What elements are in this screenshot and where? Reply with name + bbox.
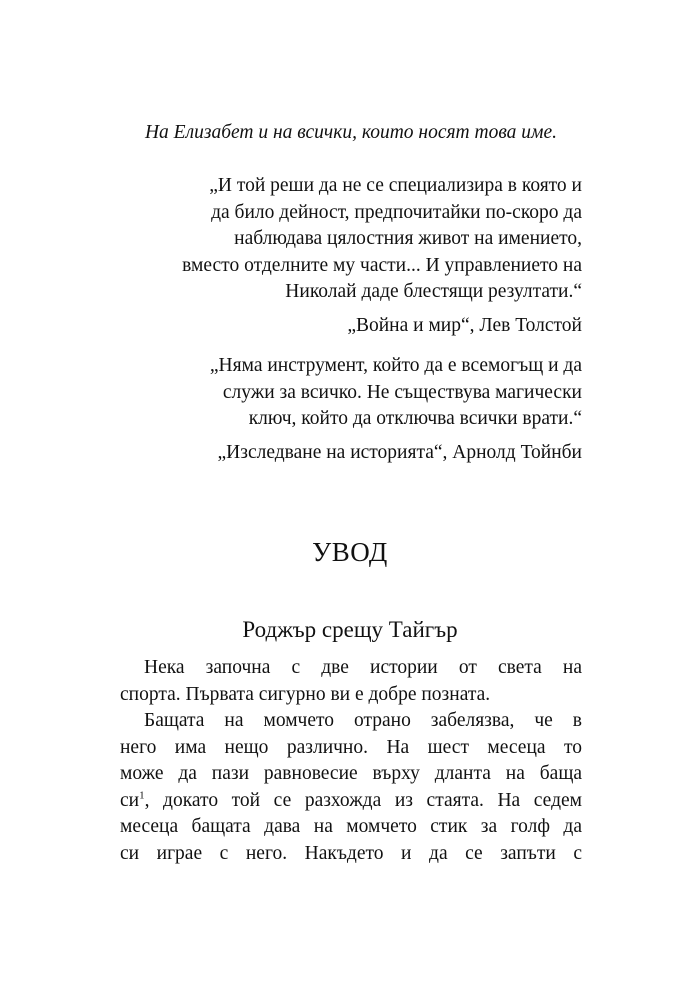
body-line: Бащата на момчето отрано забелязва, че в — [144, 710, 582, 731]
dedication: На Елизабет и на всички, които носят това име. — [144, 122, 558, 143]
body-line: спорта. Първата сигурно ви е добре позната. — [120, 683, 491, 705]
epigraph-line: наблюдава цялостния живот на имението, — [234, 228, 582, 249]
section-title: Роджър срещу Тайгър — [242, 617, 458, 642]
body-line: него има нещо различно. На шест месеца то — [120, 736, 582, 758]
epigraph-source: „Изследване на историята“, Арнолд Тойнби — [217, 442, 582, 463]
epigraph-line: служи за всичко. Не съществува магически — [222, 381, 582, 403]
epigraph-line: „И той реши да не се специализира в която и — [209, 175, 582, 196]
epigraph-line: вместо отделните му части... И управлението на — [182, 254, 582, 276]
epigraph-line: ключ, който да отключва всички врати.“ — [248, 408, 582, 429]
epigraph-toynbee-quote — [120, 353, 582, 433]
epigraph-source: „Война и мир“, Лев Толстой — [347, 315, 582, 336]
body-text — [120, 655, 582, 867]
chapter-title: УВОД — [312, 537, 388, 567]
body-text-fragment: , докато той се разхожда из стаята. На седем — [144, 789, 582, 811]
body-line-with-footnote — [120, 788, 582, 815]
body-line: Нека започна с две истории от света на — [144, 657, 582, 678]
body-line: може да пази равновесие върху дланта на баща — [120, 763, 582, 784]
epigraph-tolstoy-quote — [120, 173, 582, 306]
epigraph-tolstoy-source — [120, 313, 582, 340]
body-line: месеца бащата дава на момчето стик за голф да — [120, 816, 582, 837]
epigraph-line: да било дейност, предпочитайки по-скоро да — [211, 201, 582, 223]
epigraph-toynbee-source — [120, 440, 582, 467]
body-text-fragment: си — [120, 789, 140, 811]
epigraph-line: Николай даде блестящи резултати.“ — [285, 281, 582, 302]
body-line: си играе с него. Накъдето и да се запъти с — [120, 842, 582, 864]
epigraph-line: „Няма инструмент, който да е всемогъщ и да — [209, 355, 582, 376]
footnote-marker[interactable]: 1 — [139, 789, 145, 801]
